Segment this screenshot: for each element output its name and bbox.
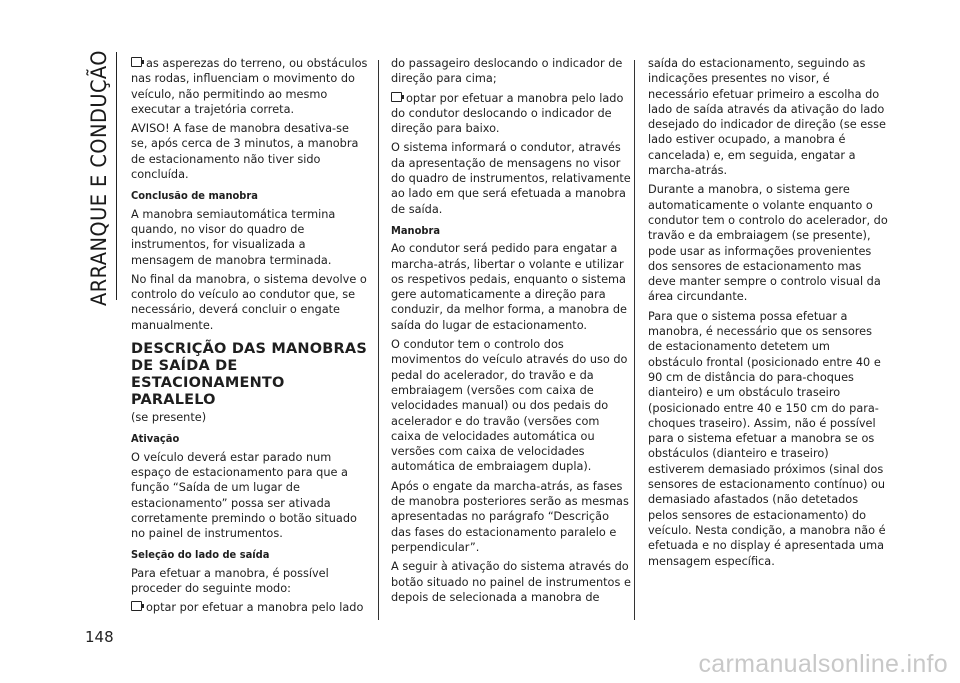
paragraph: saída do estacionamento, seguindo as indicações presentes no visor, é necessário efetuar primeiro a escolha do lado de saída através da ativação do lado desejado do indicador de direção (se esse lado estiver ocupado, a manobra é cancelada) e, em seguida, engatar a marcha-atrás. — [648, 57, 886, 178]
paragraph: O veículo deverá estar parado num espaço de estacionamento para que a função “Saída de um lugar de estacionamento” possa ser ativada corretamente premindo o botão situado no painel de instrumentos. — [131, 450, 357, 541]
paragraph: O condutor tem o controlo dos movimentos do veículo através do uso do pedal do acelerador, do travão e da embraiagem (versões com caixa de velocidades manual) ou dos pedais do acelerador e do travão (versões com caixa de velocidades automática ou versões com caixa de velocidades automática de embraiagem dupla). — [391, 338, 628, 474]
paragraph — [131, 56, 368, 117]
bullet-icon — [131, 601, 142, 611]
text-column-3 — [648, 56, 888, 573]
paragraph-text: as asperezas do terreno, ou obstáculos nas rodas, influenciam o movimento do veículo, não permitindo ao mesmo executar a trajetória correta. — [131, 57, 368, 116]
heading-note: (se presente) — [131, 411, 207, 425]
bullet-icon — [391, 92, 402, 102]
section-title-text: ARRANQUE E CONDUÇÃO — [87, 48, 111, 306]
bullet-icon — [131, 57, 142, 67]
paragraph: do passageiro deslocando o indicador de direção para cima; — [391, 57, 623, 86]
paragraph: Ao condutor será pedido para engatar a marcha-atrás, libertar o volante e utilizar os respetivos pedais, enquanto o sistema gere automaticamente a direção para conduzir, da melhor forma, a manobra de saída do lugar de estacionamento. — [391, 242, 627, 332]
subheading-conclusao: Conclusão de manobra — [131, 189, 258, 203]
section-title-rule — [116, 52, 117, 300]
section-heading: DESCRIÇÃO DAS MANOBRAS DE SAÍDA DE ESTACIONAMENTO PARALELO — [131, 341, 367, 409]
column-divider — [634, 60, 635, 620]
paragraph-text: optar por efetuar a manobra pelo lado — [146, 601, 364, 615]
subheading-ativacao: Ativação — [131, 432, 180, 446]
paragraph: Para efetuar a manobra, é possível proceder do seguinte modo: — [131, 566, 329, 596]
paragraph: No final da manobra, o sistema devolve o controlo do veículo ao condutor que, se necessário, deverá concluir o engate manualmente. — [131, 272, 367, 332]
paragraph: Durante a manobra, o sistema gere automaticamente o volante enquanto o condutor tem o controlo do acelerador, do travão e da embraiagem (se presente), pode usar as informações provenientes dos sensores de estacionamento mas deve manter sempre o controlo visual da área circundante. — [648, 183, 888, 304]
paragraph — [131, 600, 368, 615]
section-title — [80, 48, 114, 306]
column-divider — [378, 60, 379, 620]
subheading-manobra: Manobra — [391, 223, 441, 237]
paragraph: Para que o sistema possa efetuar a manobra, é necessário que os sensores de estacionamento detetem um obstáculo frontal (posicionado entre 40 e 90 cm de distância do para-choques dianteiro) e um obstáculo traseiro (posicionado entre 40 e 150 cm do para-choques traseiro). Assim, não é possível para o sistema efetuar a manobra se os obstáculos (dianteiro e traseiro) estiverem demasiado próximos (sinal dos sensores de estacionamento contínuo) ou demasiado afastados (não detetados pelos sensores de estacionamento) do veículo. Nesta condição, a manobra não é efetuada e no display é apresentada uma mensagem específica. — [648, 309, 886, 568]
paragraph: A manobra semiautomática termina quando, no visor do quadro de instrumentos, for visualizada a mensagem de manobra terminada. — [131, 207, 336, 267]
text-column-1 — [131, 56, 368, 620]
text-column-2 — [391, 56, 631, 609]
warning-paragraph: AVISO! A fase de manobra desativa-se se, após cerca de 3 minutos, a manobra de estacionamento não tiver sido concluída. — [131, 122, 359, 182]
watermark: carmanualsonline.info — [698, 650, 948, 678]
paragraph: A seguir à ativação do sistema através do botão situado no painel de instrumentos e depois de selecionada a manobra de — [391, 560, 631, 604]
paragraph-text: optar por efetuar a manobra pelo lado do condutor deslocando o indicador de direção para baixo. — [391, 91, 624, 136]
paragraph — [391, 91, 631, 137]
page-number: 148 — [85, 628, 114, 646]
paragraph: Após o engate da marcha-atrás, as fases de manobra posteriores serão as mesmas apresentadas no parágrafo “Descrição das fases do estacionamento paralelo e perpendicular”. — [391, 479, 629, 554]
paragraph: O sistema informará o condutor, através da apresentação de mensagens no visor do quadro de instrumentos, relativamente ao lado em que será efetuada a manobra de saída. — [391, 141, 631, 216]
subheading-selecao: Seleção do lado de saída — [131, 548, 270, 562]
